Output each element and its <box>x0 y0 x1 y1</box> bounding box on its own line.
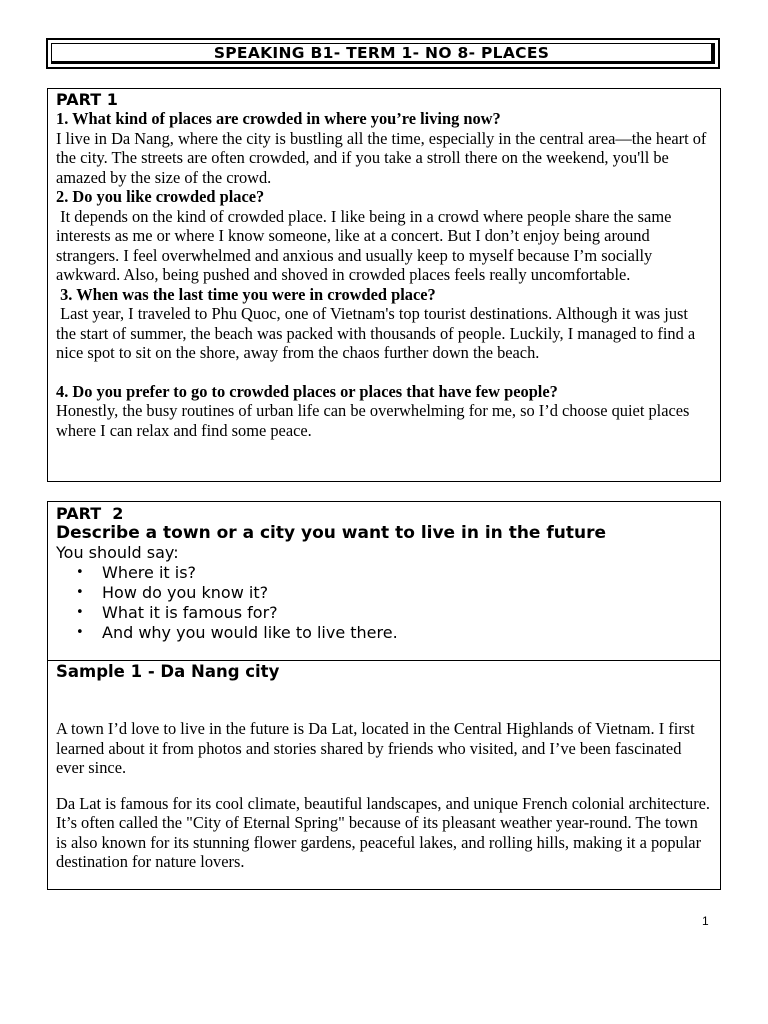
page-number: 1 <box>702 914 709 928</box>
question-1: 1. What kind of places are crowded in where you’re living now? <box>56 109 501 128</box>
question-4: 4. Do you prefer to go to crowded places or places that have few people? <box>56 381 558 401</box>
bullet-item: • How do you know it? <box>76 583 712 603</box>
sample1-paragraph: Da Lat is famous for its cool climate, beautiful landscapes, and unique French colonial architecture. It’s often called the "City of Eternal Spring" because of its pleasant weather year-round. The town is also known for its stunning flower gardens, peaceful lakes, and rolling hills, making it a popular destination for nature lovers. <box>56 793 711 871</box>
bullet-item: • And why you would like to live there. <box>76 623 712 643</box>
title-box <box>46 38 720 69</box>
bullet-item: • Where it is? <box>76 563 712 583</box>
question-2: 2. Do you like crowded place? <box>56 187 265 206</box>
sample1-section <box>47 660 721 890</box>
part2-section <box>47 501 721 661</box>
bullet-item: • What it is famous for? <box>76 603 712 623</box>
part2-topic: Describe a town or a city you want to live in in the future <box>56 523 607 543</box>
answer-3: Last year, I traveled to Phu Quoc, one of Vietnam's top tourist destinations. Although it was just the start of summer, the beach was packed with thousands of people. Luckily, I managed to find a nice spot to sit on the shore, away from the chaos further down the beach. <box>56 304 700 362</box>
part2-bullet-list <box>56 563 712 643</box>
part1-section <box>47 88 721 482</box>
answer-4: Honestly, the busy routines of urban life can be overwhelming for me, so I’d choose quiet places where I can relax and find some peace. <box>56 401 690 440</box>
part1-qa <box>56 109 712 440</box>
document-title: SPEAKING B1- TERM 1- NO 8- PLACES <box>51 43 715 64</box>
sample1-body <box>56 719 712 872</box>
part2-heading: PART 2 <box>56 504 124 523</box>
question-3: 3. When was the last time you were in crowded place? <box>56 284 436 304</box>
answer-2: It depends on the kind of crowded place. I like being in a crowd where people share the same interests as me or where I know someone, like at a concert. But I don’t enjoy being around strangers. I feel overwhelmed and anxious and usually keep to myself because I’m socially awkward. Also, being pushed and shoved in crowded places feels really uncomfortable. <box>56 206 676 284</box>
sample1-paragraph: A town I’d love to live in the future is Da Lat, located in the Central Highlands of Vietnam. I first learned about it from photos and stories shared by friends who visited, and I’ve been fascinated ever since. <box>56 719 695 777</box>
part2-prompt: You should say: <box>56 543 179 562</box>
sample1-heading: Sample 1 - Da Nang city <box>56 662 280 681</box>
answer-1: I live in Da Nang, where the city is bustling all the time, especially in the central area—the heart of the city. The streets are often crowded, and if you take a stroll there on the weekend, you'll be amazed by the size of the crowd. <box>56 128 707 187</box>
part1-heading: PART 1 <box>56 90 118 109</box>
